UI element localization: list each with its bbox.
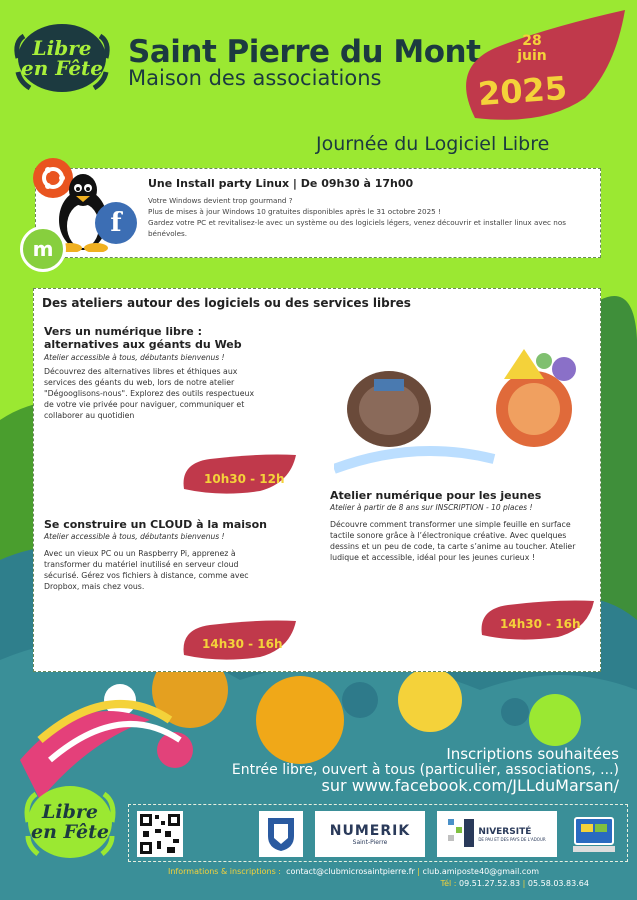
atelier-1-time: 10h30 - 12h [204, 472, 285, 486]
date-month: juin [517, 48, 547, 64]
event-title: Journée du Logiciel Libre [316, 133, 550, 155]
university-name: NIVERSITÉ [478, 826, 532, 837]
logo-line-2: en Fête [20, 56, 104, 80]
fedora-icon: f [95, 202, 137, 244]
atelier-1-note: Atelier accessible à tous, débutants bienvenus ! [44, 353, 225, 362]
atelier-2-title: Se construire un CLOUD à la maison [44, 518, 267, 531]
facebook-link[interactable]: sur www.facebook.com/JLLduMarsan/ [321, 776, 619, 795]
phone-2[interactable]: 05.58.03.83.64 [527, 879, 589, 888]
tel-label: Tél : [440, 879, 457, 888]
install-party-line: Plus de mises à jour Windows 10 gratuites disponibles après le 31 octobre 2025 ! [148, 207, 441, 216]
atelier-3-title: Atelier numérique pour les jeunes [330, 489, 542, 502]
club-computer-logo [569, 811, 619, 857]
install-party-title: Une Install party Linux | De 09h30 à 17h00 [148, 177, 414, 190]
inscriptions-line-1: Inscriptions souhaitées [446, 745, 619, 763]
numerik-logo [315, 811, 425, 857]
install-party-text [148, 195, 596, 239]
libre-en-fete-logo-bottom [20, 782, 120, 862]
contact-email-1[interactable]: contact@clubmicrosaintpierre.fr [286, 867, 415, 876]
logo-line-1: Libre [32, 36, 92, 60]
phone-1[interactable]: 09.51.27.52.83 [459, 879, 521, 888]
ateliers-box [33, 288, 601, 672]
atelier-3-note: Atelier à partir de 8 ans sur INSCRIPTION - 10 places ! [330, 503, 533, 512]
logo-bottom-line-2: en Fête [31, 821, 109, 843]
date-day-month [512, 34, 552, 64]
install-party-line: Votre Windows devient trop gourmand ? [148, 196, 293, 205]
atelier-1-text: Découvrez des alternatives libres et éthiques aux services des géants du web, lors de notre atelier "Dégooglisons-nous". Explorez des outils respectueux de votre vie privée pour naviguer, communiquer et collaborer au quotidien [44, 367, 255, 420]
atelier-2-note: Atelier accessible à tous, débutants bienvenus ! [44, 532, 225, 541]
date-year: 2025 [476, 68, 569, 114]
atelier-1-title: Vers un numérique libre : alternatives aux géants du Web [44, 325, 242, 351]
atelier-2-text: Avec un vieux PC ou un Raspberry Pi, apprenez à transformer du matériel inutilisé en serveur cloud sécurisé. Gérez vos fichiers à distance, comme avec Dropbox, mais chez vous. [44, 549, 249, 591]
atelier-3-time: 14h30 - 16h [500, 617, 581, 631]
atelier-3-text: Découvre comment transformer une simple feuille en surface tactile sonore grâce à l’électronique créative. Avec quelques dessins et un peu de code, ta carte s’anime au toucher. Atelier ludique et accessible, idéal pour les jeunes curieux ! [330, 520, 576, 562]
university-sub: DE PAU ET DES PAYS DE L'ADOUR [478, 836, 546, 842]
flying-ships-illustration [334, 339, 596, 479]
ateliers-title: Des ateliers autour des logiciels ou des services libres [42, 296, 411, 310]
university-logo [437, 811, 557, 857]
town-title: Saint Pierre du Mont [128, 34, 481, 70]
qr-code-icon[interactable] [137, 811, 183, 857]
partners-strip [128, 804, 628, 862]
saint-pierre-crest-logo [259, 811, 303, 857]
numerik-sub: Saint-Pierre [352, 838, 388, 846]
libre-en-fete-logo [10, 22, 114, 94]
install-party-line: Gardez votre PC et revitalisez-le avec un système ou des logiciels légers, venez découvrir et installer linux avec nos bénévoles. [148, 218, 566, 238]
atelier-2-time: 14h30 - 16h [202, 637, 283, 651]
linux-mint-icon: m [20, 226, 66, 272]
contact-email-2[interactable]: club.amiposte40@gmail.com [422, 867, 540, 876]
venue-title: Maison des associations [128, 66, 382, 90]
logo-bottom-line-1: Libre [42, 801, 98, 823]
footer-contact: Informations & inscriptions : contact@clubmicrosaintpierre.fr | club.amiposte40@gmail.com Tél : 09.51.27.52.83 | 05.58.03.83.64 [168, 867, 589, 888]
inscriptions-block [232, 746, 619, 794]
inscriptions-line-2: Entrée libre, ouvert à tous (particulier, associations, ...) [231, 762, 619, 778]
footer-label: Informations & inscriptions : [168, 867, 281, 876]
numerik-name: NUMERIK [329, 822, 411, 839]
date-day: 28 [522, 33, 542, 49]
